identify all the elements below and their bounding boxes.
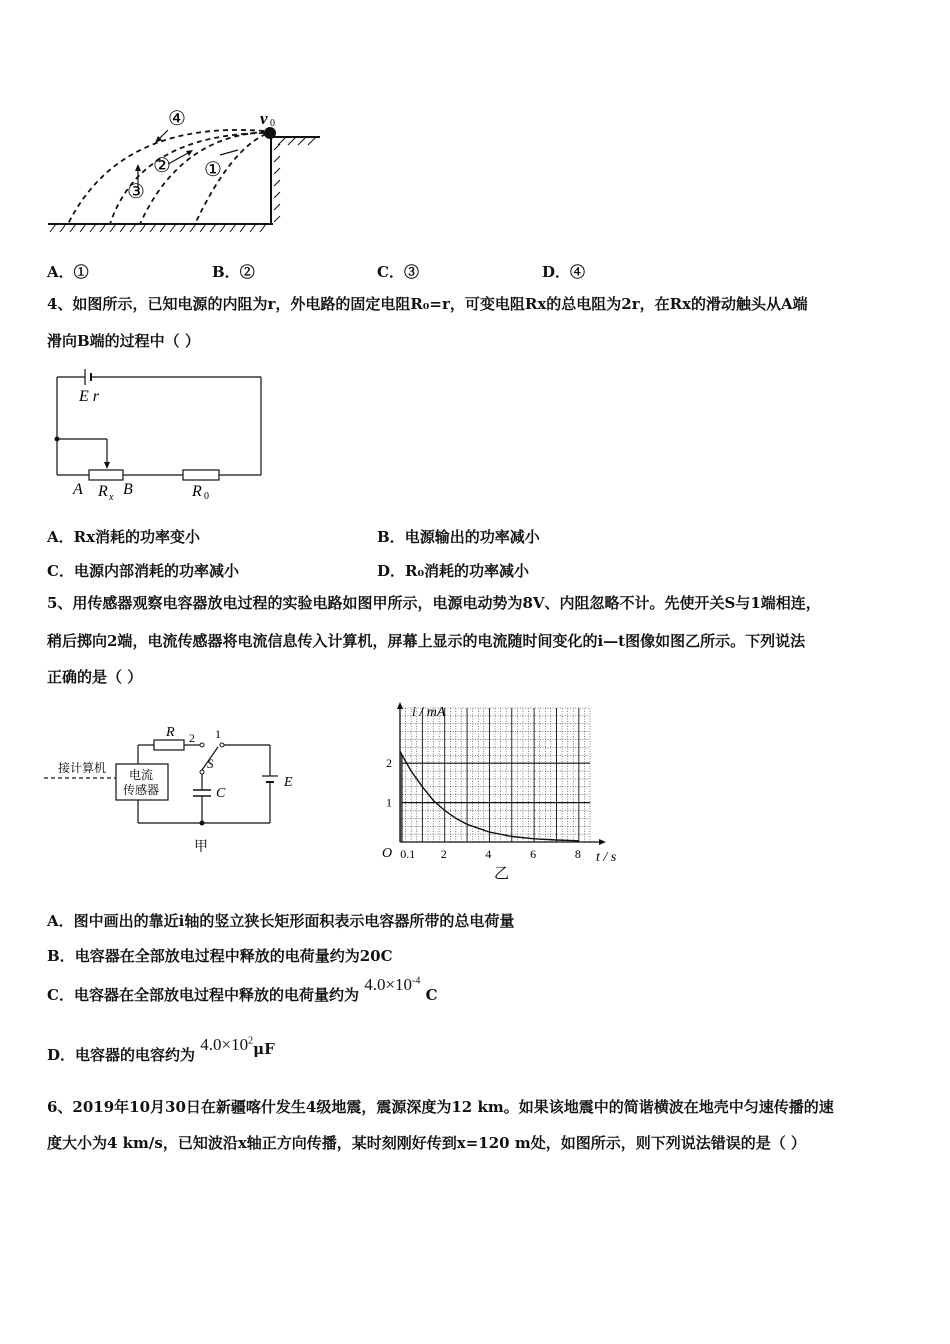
q5-current-time-graph <box>378 700 628 880</box>
q3-projectile-figure <box>40 100 340 235</box>
q4-option-c[interactable]: C．电源内部消耗的功率减小 <box>47 562 239 580</box>
terminal-1-label: 1 <box>215 727 221 741</box>
q4-stem-line2: 滑向B端的过程中（ ） <box>47 332 200 350</box>
path-label-3: ③ <box>127 181 145 203</box>
q5-circuit-diagram <box>42 720 302 860</box>
q3-option-d[interactable]: D．④ <box>542 263 586 281</box>
label-rx-sub: x <box>109 492 114 503</box>
switch-label: S <box>207 756 214 771</box>
q6-stem-line2: 度大小为4 km/s，已知波沿x轴正方向传播，某时刻刚好传到x=120 m处，如图所示，则下列说法错误的是（ ） <box>47 1134 806 1152</box>
narrow-rectangle <box>400 755 402 842</box>
v0-subscript: 0 <box>270 118 275 129</box>
q3-option-a[interactable]: A．① <box>47 263 89 281</box>
y-axis-label: i / mA <box>412 705 446 720</box>
terminal-2-node <box>200 743 204 747</box>
bottom-junction <box>200 821 205 826</box>
q6-stem-line1: 6、2019年10月30日在新疆喀什发生4级地震，震源深度为12 km。如果该地震中的简谐横波在地壳中匀速传播的速 <box>47 1098 834 1116</box>
charge-expression: $4.0\times 10^{-4}$ <box>364 975 421 994</box>
q5-option-c[interactable]: C．电容器在全部放电过程中释放的电荷量约为 $4.0\times 10^{-4}$ C <box>47 975 438 1004</box>
q5-option-d[interactable]: D．电容器的电容约为 $4.0\times 10^2\mu F$ <box>47 1035 275 1064</box>
label-r0: R <box>192 483 202 500</box>
x-tick-label: 0.1 <box>400 847 416 861</box>
emf-label: E <box>284 775 293 790</box>
label-a: A <box>73 481 83 498</box>
y-axis-arrow <box>397 702 403 709</box>
cliff-hatch <box>274 137 316 222</box>
path-label-1: ① <box>204 159 222 181</box>
circuit-caption: 甲 <box>194 840 208 855</box>
computer-label: 接计算机 <box>58 761 107 775</box>
path-label-4: ④ <box>168 108 186 130</box>
x-tick-label: 6 <box>530 847 537 861</box>
sensor-line2: 传感器 <box>123 783 160 797</box>
q4-circuit-diagram <box>45 365 275 505</box>
capacitor-label: C <box>216 786 226 801</box>
graph-grid <box>400 708 590 842</box>
q3-option-c[interactable]: C．③ <box>377 263 419 281</box>
capacitance-expression: $4.0\times 10^2$ <box>200 1035 254 1054</box>
terminal-2-label: 2 <box>189 731 195 745</box>
path-3 <box>110 133 264 224</box>
y-tick-label: 2 <box>386 756 392 771</box>
q5-stem-line3: 正确的是（ ） <box>47 668 143 686</box>
resistor-r-label: R <box>166 725 175 740</box>
q4-option-b[interactable]: B．电源输出的功率减小 <box>377 528 540 546</box>
q5-option-a[interactable]: A．图中画出的靠近i轴的竖立狭长矩形面积表示电容器所带的总电荷量 <box>47 912 515 930</box>
graph-caption: 乙 <box>494 866 510 880</box>
x-tick-label: 2 <box>440 847 447 861</box>
terminal-1-node <box>220 743 224 747</box>
sensor-line1: 电流 <box>129 768 154 782</box>
x-axis-label: t / s <box>596 850 617 865</box>
q5-stem-line2: 稍后掷向2端，电流传感器将电流信息传入计算机，屏幕上显示的电流随时间变化的i—t图像如图乙所示。下列说法 <box>47 632 806 650</box>
v0-label: v <box>260 109 268 128</box>
label-r0-sub: 0 <box>204 491 209 502</box>
x-tick-label: 8 <box>574 847 581 861</box>
q5-option-b[interactable]: B．电容器在全部放电过程中释放的电荷量约为20C <box>47 947 393 965</box>
x-tick-label: 4 <box>485 847 492 861</box>
q4-option-d[interactable]: D．R₀消耗的功率减小 <box>377 562 530 580</box>
q5-stem-line1: 5、用传感器观察电容器放电过程的实验电路如图甲所示，电源电动势为8V、内阻忽略不计。先使开关S与1端相连， <box>47 594 821 612</box>
r0-resistor <box>183 470 219 480</box>
path-label-2: ② <box>153 155 171 177</box>
y-tick-label: 1 <box>386 795 392 810</box>
q4-stem-line1: 4、如图所示，已知电源的内阻为r，外电路的固定电阻R₀=r，可变电阻Rx的总电阻为2r，在Rx的滑动触头从A端 <box>47 295 808 313</box>
resistor-r <box>154 740 184 750</box>
slider-arrow <box>104 462 110 469</box>
ground-hatch <box>50 224 266 232</box>
q4-option-a[interactable]: A．Rx消耗的功率变小 <box>47 528 201 546</box>
source-label: E r <box>79 388 99 405</box>
rx-resistor <box>89 470 123 480</box>
q3-option-b[interactable]: B．② <box>212 263 255 281</box>
x-axis-arrow <box>599 839 606 845</box>
origin-label: O <box>382 846 393 861</box>
label-rx: R <box>98 483 108 500</box>
label-b: B <box>123 481 133 498</box>
